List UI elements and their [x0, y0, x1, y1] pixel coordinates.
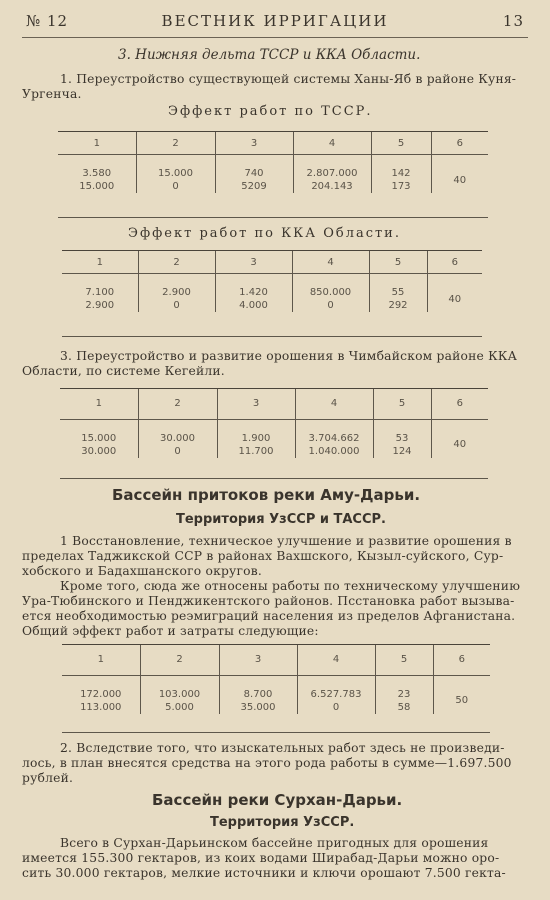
table-cell: 124 — [373, 445, 431, 458]
territory-uzssr-tassr: Территория УзССР и ТАССР. — [176, 512, 386, 527]
table-header-cell: 4 — [297, 645, 375, 675]
table-header-cell: 5 — [371, 132, 431, 155]
table-cell: 4.000 — [215, 299, 292, 312]
para2-line3: рублей. — [22, 771, 74, 785]
table-header-cell: 4 — [295, 389, 373, 419]
para1-line4: Кроме того, сюда же относены работы по техническому улучшению — [60, 579, 521, 593]
table-cell: 292 — [369, 299, 427, 312]
table-cell: 5209 — [215, 180, 293, 193]
table-cell: 6.527.783 — [297, 688, 375, 701]
table1-bottom-rule — [58, 217, 488, 218]
table-cell: 58 — [375, 701, 433, 714]
table-cell: 0 — [297, 701, 375, 714]
table-cell: 2.900 — [85, 300, 115, 311]
para2-line2: лось, в план внесятся средства на этого рода работы в сумме—1.697.500 — [22, 756, 512, 770]
table-cell: 5.000 — [140, 701, 219, 714]
table-cell: 113.000 — [80, 701, 122, 713]
table-cell: 1.420 — [215, 286, 292, 299]
table2-bottom-rule — [62, 336, 482, 337]
table-header-cell: 4 — [293, 132, 371, 155]
section-title: 3. Нижняя дельта ТССР и ККА Области. — [118, 47, 421, 63]
table-cell: 2.807.000 — [293, 167, 371, 180]
table-cell: 3.704.662 — [295, 432, 373, 445]
table-cell: 53 — [373, 432, 431, 445]
item3-line1: 3. Переустройство и развитие орошения в Чимбайском районе ККА — [60, 349, 518, 363]
table-cell: 740 — [215, 167, 293, 180]
table-cell: 8.700 — [219, 688, 297, 701]
basin-surkhan-heading: Бассейн реки Сурхан-Дарьи. — [152, 791, 403, 809]
table-header-cell: 5 — [375, 645, 433, 675]
table-header-cell: 3 — [219, 645, 297, 675]
table-cell: 850.000 — [292, 286, 369, 299]
table-header-cell: 3 — [215, 132, 293, 155]
basin-amu-heading: Бассейн притоков реки Аму-Дарьи. — [112, 486, 421, 504]
para1-line2: пределах Таджикской ССР в районах Вахшского, Кызыл-суйского, Сур- — [22, 549, 504, 563]
table-cell-merged: 40 — [431, 167, 488, 193]
table-cell: 2.900 — [138, 286, 215, 299]
para3-line3: сить 30.000 гектаров, мелкие источники и ключи орошают 7.500 гекта- — [22, 866, 506, 880]
table-header-cell: 2 — [138, 251, 215, 274]
table-header-cell: 4 — [292, 251, 369, 274]
page-number: 13 — [502, 12, 524, 30]
table-header-cell: 5 — [373, 389, 431, 419]
table-kegeili — [60, 389, 488, 458]
item1-line1: 1. Переустройство существующей системы Ханы-Яб в районе Куня- — [60, 72, 517, 86]
para1-line7: Общий эффект работ и затраты следующие: — [22, 624, 319, 638]
table-cell: 1.900 — [217, 432, 295, 445]
effect-kka-heading: Эффект работ по ККА Области. — [128, 226, 401, 241]
table-header-cell: 2 — [140, 645, 219, 675]
table-cell-merged: 50 — [433, 688, 490, 714]
table-header-cell: 3 — [217, 389, 295, 419]
table-cell: 15.000 — [79, 181, 115, 192]
table-cell: 1.040.000 — [295, 445, 373, 458]
table-cell: 30.000 — [81, 445, 117, 457]
item3-line2: Области, по системе Кегейли. — [22, 364, 225, 378]
item1-line2: Ургенча. — [22, 87, 82, 101]
table3-bottom-rule — [60, 478, 488, 479]
table-amu-tributaries — [62, 645, 490, 714]
table-cell: 0 — [138, 299, 215, 312]
table-cell: 173 — [371, 180, 431, 193]
table-header-cell: 6 — [431, 132, 488, 155]
table-cell: 55 — [369, 286, 427, 299]
para1-line5: Ура-Тюбинского и Пенджикентского районов. Псстановка работ вызыва- — [22, 594, 515, 608]
table-cell: 172.000 — [80, 688, 122, 700]
table-header-cell: 2 — [136, 132, 215, 155]
table-header-cell: 6 — [427, 251, 482, 274]
table-header-cell: 1 — [93, 137, 100, 149]
table-cell: 35.000 — [219, 701, 297, 714]
table-header-cell: 3 — [215, 251, 292, 274]
table-header-cell: 6 — [433, 645, 490, 675]
running-header — [26, 12, 524, 34]
effect-tssr-heading: Эффект работ по ТССР. — [168, 104, 373, 119]
table-cell: 0 — [292, 299, 369, 312]
table-cell-merged: 40 — [427, 286, 482, 312]
table-cell: 15.000 — [81, 432, 117, 444]
table-header-cell: 1 — [97, 654, 104, 666]
table-cell-merged: 40 — [431, 432, 488, 458]
para1-line6: ется необходимостью реэмиграций населения из пределов Афганистана. — [22, 609, 516, 623]
para1-line3: хобского и Бадахшанского округов. — [22, 564, 262, 578]
table-cell: 11.700 — [217, 445, 295, 458]
header-rule — [22, 37, 528, 38]
table-cell: 3.580 — [82, 168, 112, 179]
para3-line1: Всего в Сурхан-Дарьинском бассейне пригодных для орошения — [60, 836, 489, 850]
issue-number: № 12 — [26, 12, 69, 30]
table-cell: 204.143 — [293, 180, 371, 193]
table-cell: 30.000 — [138, 432, 217, 445]
table-header-cell: 1 — [96, 256, 103, 268]
table-header-cell: 5 — [369, 251, 427, 274]
territory-uzssr: Территория УзССР. — [210, 815, 355, 830]
para1-line1: 1 Восстановление, техническое улучшение и развитие орошения в — [60, 534, 512, 548]
table-cell: 23 — [375, 688, 433, 701]
table-tssr — [58, 132, 488, 193]
table-cell: 7.100 — [85, 287, 115, 298]
journal-title: ВЕСТНИК ИРРИГАЦИИ — [161, 12, 389, 30]
table4-bottom-rule — [62, 732, 490, 733]
table-cell: 0 — [138, 445, 217, 458]
table-header-cell: 1 — [95, 398, 102, 410]
table-kka — [62, 251, 482, 312]
table-header-cell: 6 — [431, 389, 488, 419]
para2-line1: 2. Вследствие того, что изыскательных работ здесь не произведи- — [60, 741, 505, 755]
table-header-cell: 2 — [138, 389, 217, 419]
table-cell: 15.000 — [136, 167, 215, 180]
table-cell: 103.000 — [140, 688, 219, 701]
table-cell: 0 — [136, 180, 215, 193]
table-cell: 142 — [371, 167, 431, 180]
para3-line2: имеется 155.300 гектаров, из коих водами Ширабад-Дарьи можно оро- — [22, 851, 500, 865]
